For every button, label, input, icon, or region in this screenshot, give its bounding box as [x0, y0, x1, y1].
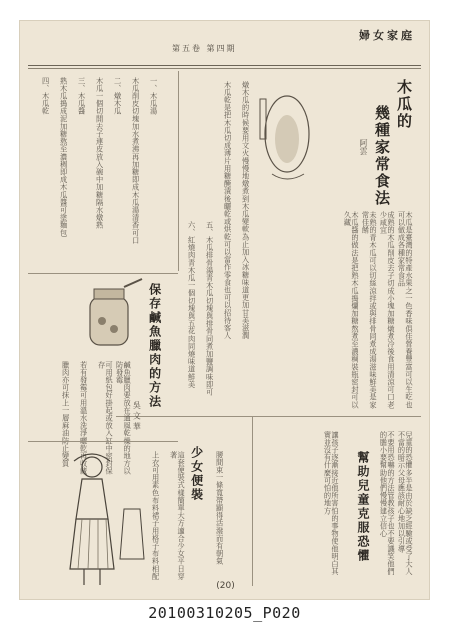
column-divider [178, 71, 179, 271]
section-divider [116, 416, 421, 417]
page-number: (20) [216, 581, 235, 591]
preserve-text-block: 臘肉亦可抹上一層麻油防止變質 [61, 361, 71, 468]
magazine-page [19, 20, 430, 600]
papaya-text-block: 六、紅燒肉青木瓜一個切塊與五花肉同燒味道鮮美 [187, 221, 197, 389]
fashion-text-block: 這套便裝式樣簡單大方適合少女平日穿著 [169, 451, 187, 581]
papaya-text-block: 木瓜是臺灣的特產水果之一色香味俱佳營養豐富可以生吃也可以做成各種家常食品 [397, 211, 414, 409]
papaya-author: 阿雲 [359, 139, 368, 155]
preserve-text-block: 若有發霉可用溫水洗淨曬乾再收藏 [79, 361, 89, 475]
papaya-item-4: 四、木瓜乾 [41, 77, 51, 115]
issue-info: 第五卷 第四期 [172, 44, 237, 53]
header-rule [28, 65, 421, 66]
section-divider [28, 273, 178, 274]
fashion-title: 少女便裝 [189, 446, 204, 502]
preserve-text-block: 可用紙包好掛起或放入缸中密封保存 [97, 361, 115, 475]
papaya-item-1: 一、木瓜湯 [149, 77, 159, 115]
papaya-text-block: 燉木瓜的時候要用文火慢慢地燉煮到木瓜變軟為止加入冰糖味道更加甘美滋潤 [241, 81, 251, 340]
fears-text-block: 兒童的恐懼多半是由於缺乏經驗或受了大人不當的暗示父母應該耐心地加以引導 [397, 431, 414, 576]
column-divider [252, 416, 253, 586]
preserve-author: 吳 文 華 [132, 401, 142, 431]
papaya-text-block: 五、木瓜排骨湯青木瓜切塊與排骨同煮加鹽調味即可 [205, 221, 215, 396]
girl-fashion-illustration [60, 449, 150, 589]
section-divider [28, 441, 178, 442]
preserve-title: 保存鹹魚臘肉的方法 [147, 283, 162, 409]
papaya-text-block: 熟木瓜搗成泥加糖熬至濃稠即成木瓜醬可塗麵包 [59, 77, 69, 237]
fashion-text-block: 腰間束一條寬帶顯得活潑而有朝氣 [215, 451, 225, 565]
header-rule-2 [28, 68, 421, 69]
papaya-text-block: 成熟的木瓜削皮去子切成小塊加糖燉煮冷後食用清涼可口老少咸宜 [379, 211, 396, 409]
fears-text-block: 讓孩子逐漸接近他所害怕的事物使他明白其實並沒有什麼可怕的地方 [323, 431, 340, 576]
papaya-title-line2: 幾種家常食法 [373, 105, 391, 207]
jar-illustration [76, 277, 146, 357]
papaya-text-block: 木瓜醬的做法是把熟木瓜搗爛加糖熬煮至濃稠裝瓶密封可以久藏 [343, 211, 360, 409]
papaya-text-block: 未熟的青木瓜可以切絲涼拌或與排骨同煮成湯滋味鮮美是家常佳餚 [361, 211, 378, 409]
papaya-item-2: 二、燉木瓜 [113, 77, 123, 115]
papaya-text-block: 木瓜一個切開去子連皮放入碗中加糖隔水燉熟 [95, 77, 105, 229]
papaya-illustration [252, 79, 322, 189]
archive-id-caption: 20100310205_P020 [148, 604, 301, 622]
fears-text-block: 不要用恐嚇的方法管教孩子也不要譏笑他們的膽小要幫助他們慢慢建立信心 [379, 431, 396, 576]
preserve-text-block: 鹹魚臘肉要放在通風乾燥的地方以防發霉 [115, 361, 133, 475]
fashion-text-block: 上衣可用素色布料裙子用格子布料相配 [151, 451, 161, 581]
section-title: 婦女家庭 [359, 29, 415, 42]
papaya-text-block: 木瓜削皮切塊加水煮沸再加糖即成木瓜湯清香可口 [131, 77, 141, 245]
fears-title: 幫助兒童克服恐懼 [356, 451, 370, 563]
papaya-title-line1: 木瓜的 [395, 79, 413, 130]
papaya-text-block: 木瓜乾是把木瓜切成薄片用糖醃漬後曬乾或烘乾可以當作零食也可以招待客人 [223, 81, 233, 340]
papaya-item-3: 三、木瓜醬 [77, 77, 87, 115]
